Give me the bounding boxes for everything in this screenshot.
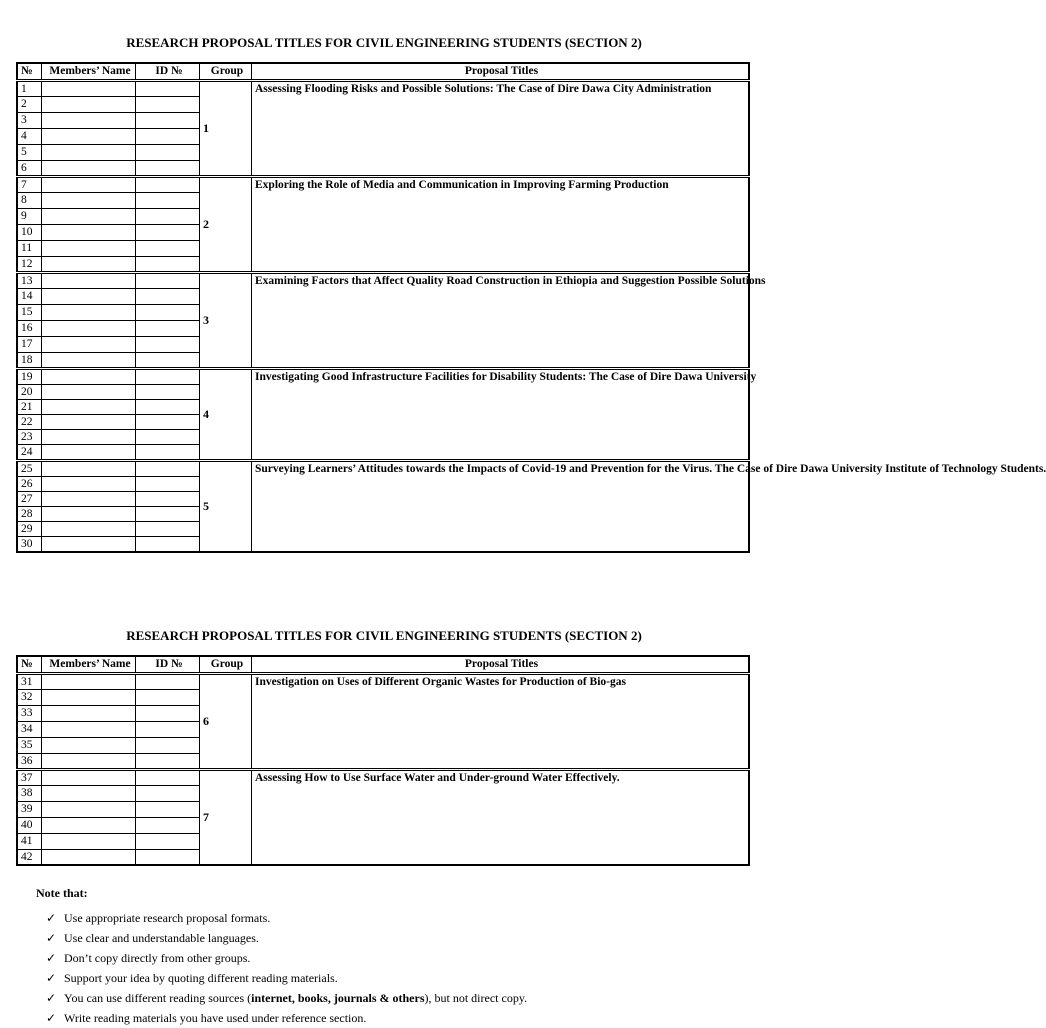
proposal-table-1 <box>16 62 1046 553</box>
group-number: 7 <box>200 769 252 865</box>
group-number: 5 <box>200 460 252 552</box>
check-icon: ✓ <box>46 971 57 985</box>
member-name-cell[interactable] <box>42 737 136 753</box>
group-number: 4 <box>200 368 252 460</box>
row-number: 33 <box>17 705 42 721</box>
note-item-text-bold: internet, books, journals & others <box>251 991 425 1005</box>
row-number: 39 <box>17 801 42 817</box>
row-number: 41 <box>17 833 42 849</box>
member-name-cell[interactable] <box>42 817 136 833</box>
note-item <box>46 928 527 948</box>
member-name-cell[interactable] <box>42 224 136 240</box>
member-id-cell[interactable] <box>136 128 200 144</box>
row-number: 28 <box>17 506 42 521</box>
member-id-cell[interactable] <box>136 144 200 160</box>
row-number: 4 <box>17 128 42 144</box>
member-id-cell[interactable] <box>136 849 200 865</box>
check-icon: ✓ <box>46 931 57 945</box>
row-number: 42 <box>17 849 42 865</box>
row-number: 9 <box>17 208 42 224</box>
member-id-cell[interactable] <box>136 272 200 288</box>
member-id-cell[interactable] <box>136 785 200 801</box>
proposal-title: Investigating Good Infrastructure Facilities for Disability Students: The Case of Dire Dawa University <box>252 368 750 460</box>
note-heading: Note that: <box>36 886 88 900</box>
member-id-cell[interactable] <box>136 176 200 192</box>
member-id-cell[interactable] <box>136 817 200 833</box>
member-id-cell[interactable] <box>136 160 200 176</box>
header-id: ID № <box>136 656 200 673</box>
member-name-cell[interactable] <box>42 336 136 352</box>
row-number: 18 <box>17 352 42 368</box>
table-row <box>17 368 749 384</box>
member-name-cell[interactable] <box>42 144 136 160</box>
member-name-cell[interactable] <box>42 414 136 429</box>
member-name-cell[interactable] <box>42 429 136 444</box>
member-id-cell[interactable] <box>136 336 200 352</box>
note-item <box>46 968 527 988</box>
member-id-cell[interactable] <box>136 673 200 689</box>
member-name-cell[interactable] <box>42 491 136 506</box>
member-name-cell[interactable] <box>42 256 136 272</box>
row-number: 1 <box>17 80 42 96</box>
member-id-cell[interactable] <box>136 833 200 849</box>
proposal-title: Investigation on Uses of Different Organic Wastes for Production of Bio-gas <box>252 673 750 769</box>
header-no: № <box>17 656 42 673</box>
member-name-cell[interactable] <box>42 240 136 256</box>
member-id-cell[interactable] <box>136 753 200 769</box>
member-id-cell[interactable] <box>136 96 200 112</box>
member-id-cell[interactable] <box>136 721 200 737</box>
member-name-cell[interactable] <box>42 320 136 336</box>
row-number: 34 <box>17 721 42 737</box>
table-row <box>17 769 749 785</box>
row-number: 31 <box>17 673 42 689</box>
member-name-cell[interactable] <box>42 272 136 288</box>
member-id-cell[interactable] <box>136 444 200 460</box>
row-number: 5 <box>17 144 42 160</box>
row-number: 23 <box>17 429 42 444</box>
note-item <box>46 908 527 928</box>
member-id-cell[interactable] <box>136 224 200 240</box>
row-number: 24 <box>17 444 42 460</box>
group-number: 3 <box>200 272 252 368</box>
proposal-title: Surveying Learners’ Attitudes towards the Impacts of Covid-19 and Prevention for the Virus. The Case of Dire Dawa University Institute of Technology Students. <box>252 460 750 552</box>
check-icon: ✓ <box>46 911 57 925</box>
member-name-cell[interactable] <box>42 192 136 208</box>
proposal-title: Examining Factors that Affect Quality Road Construction in Ethiopia and Suggestion Possible Solutions <box>252 272 750 368</box>
group-number: 6 <box>200 673 252 769</box>
table-row <box>17 272 749 288</box>
check-icon: ✓ <box>46 1011 57 1025</box>
header-members-name: Members’ Name <box>42 656 136 673</box>
proposal-title: Assessing Flooding Risks and Possible Solutions: The Case of Dire Dawa City Administration <box>252 80 750 176</box>
header-row <box>17 656 749 673</box>
member-name-cell[interactable] <box>42 753 136 769</box>
member-id-cell[interactable] <box>136 208 200 224</box>
header-id: ID № <box>136 63 200 80</box>
group-number: 1 <box>200 80 252 176</box>
row-number: 36 <box>17 753 42 769</box>
member-id-cell[interactable] <box>136 536 200 552</box>
member-name-cell[interactable] <box>42 444 136 460</box>
member-name-cell[interactable] <box>42 506 136 521</box>
header-members-name: Members’ Name <box>42 63 136 80</box>
proposal-title: Exploring the Role of Media and Communication in Improving Farming Production <box>252 176 750 272</box>
header-no: № <box>17 63 42 80</box>
note-list <box>46 908 527 1028</box>
member-id-cell[interactable] <box>136 414 200 429</box>
member-name-cell[interactable] <box>42 673 136 689</box>
member-name-cell[interactable] <box>42 801 136 817</box>
member-id-cell[interactable] <box>136 521 200 536</box>
row-number: 22 <box>17 414 42 429</box>
note-item-text: Use appropriate research proposal formats. <box>64 911 271 925</box>
member-id-cell[interactable] <box>136 460 200 476</box>
row-number: 40 <box>17 817 42 833</box>
document-title-1: RESEARCH PROPOSAL TITLES FOR CIVIL ENGINEERING STUDENTS (SECTION 2) <box>126 35 642 50</box>
member-id-cell[interactable] <box>136 801 200 817</box>
row-number: 15 <box>17 304 42 320</box>
member-id-cell[interactable] <box>136 705 200 721</box>
member-id-cell[interactable] <box>136 769 200 785</box>
row-number: 10 <box>17 224 42 240</box>
member-id-cell[interactable] <box>136 256 200 272</box>
member-id-cell[interactable] <box>136 352 200 368</box>
member-name-cell[interactable] <box>42 128 136 144</box>
row-number: 14 <box>17 288 42 304</box>
member-id-cell[interactable] <box>136 288 200 304</box>
member-name-cell[interactable] <box>42 160 136 176</box>
table-row <box>17 460 749 476</box>
row-number: 6 <box>17 160 42 176</box>
note-item <box>46 1008 527 1028</box>
check-icon: ✓ <box>46 991 57 1005</box>
header-group: Group <box>200 656 252 673</box>
member-name-cell[interactable] <box>42 80 136 96</box>
member-name-cell[interactable] <box>42 352 136 368</box>
member-name-cell[interactable] <box>42 833 136 849</box>
member-id-cell[interactable] <box>136 476 200 491</box>
member-id-cell[interactable] <box>136 320 200 336</box>
row-number: 30 <box>17 536 42 552</box>
note-item-text: Support your idea by quoting different reading materials. <box>64 971 338 985</box>
row-number: 13 <box>17 272 42 288</box>
row-number: 29 <box>17 521 42 536</box>
member-name-cell[interactable] <box>42 176 136 192</box>
member-name-cell[interactable] <box>42 521 136 536</box>
note-item-text: Write reading materials you have used under reference section. <box>64 1011 367 1025</box>
member-id-cell[interactable] <box>136 737 200 753</box>
member-name-cell[interactable] <box>42 849 136 865</box>
member-name-cell[interactable] <box>42 399 136 414</box>
row-number: 32 <box>17 689 42 705</box>
member-name-cell[interactable] <box>42 288 136 304</box>
member-name-cell[interactable] <box>42 384 136 399</box>
member-id-cell[interactable] <box>136 240 200 256</box>
row-number: 35 <box>17 737 42 753</box>
member-name-cell[interactable] <box>42 769 136 785</box>
table-row <box>17 80 749 96</box>
member-id-cell[interactable] <box>136 368 200 384</box>
header-group: Group <box>200 63 252 80</box>
member-id-cell[interactable] <box>136 384 200 399</box>
member-name-cell[interactable] <box>42 785 136 801</box>
table-row <box>17 673 749 689</box>
row-number: 19 <box>17 368 42 384</box>
member-name-cell[interactable] <box>42 705 136 721</box>
member-name-cell[interactable] <box>42 536 136 552</box>
header-proposal-titles: Proposal Titles <box>252 63 750 80</box>
header-row <box>17 63 749 80</box>
row-number: 25 <box>17 460 42 476</box>
header-proposal-titles: Proposal Titles <box>252 656 750 673</box>
member-id-cell[interactable] <box>136 429 200 444</box>
row-number: 17 <box>17 336 42 352</box>
row-number: 20 <box>17 384 42 399</box>
note-item-text-post: ), but not direct copy. <box>424 991 528 1005</box>
proposal-title: Assessing How to Use Surface Water and Under-ground Water Effectively. <box>252 769 750 865</box>
member-name-cell[interactable] <box>42 721 136 737</box>
member-name-cell[interactable] <box>42 368 136 384</box>
document-title-2: RESEARCH PROPOSAL TITLES FOR CIVIL ENGINEERING STUDENTS (SECTION 2) <box>126 628 642 643</box>
row-number: 12 <box>17 256 42 272</box>
member-id-cell[interactable] <box>136 80 200 96</box>
member-id-cell[interactable] <box>136 192 200 208</box>
note-item <box>46 988 527 1008</box>
row-number: 27 <box>17 491 42 506</box>
member-name-cell[interactable] <box>42 460 136 476</box>
member-id-cell[interactable] <box>136 304 200 320</box>
row-number: 3 <box>17 112 42 128</box>
note-item <box>46 948 527 968</box>
note-item-text-pre: You can use different reading sources ( <box>64 991 252 1005</box>
member-id-cell[interactable] <box>136 491 200 506</box>
row-number: 8 <box>17 192 42 208</box>
row-number: 21 <box>17 399 42 414</box>
member-id-cell[interactable] <box>136 689 200 705</box>
member-name-cell[interactable] <box>42 96 136 112</box>
member-id-cell[interactable] <box>136 399 200 414</box>
row-number: 26 <box>17 476 42 491</box>
table-row <box>17 176 749 192</box>
proposal-table-2 <box>16 655 750 866</box>
note-item-text: Use clear and understandable languages. <box>64 931 259 945</box>
row-number: 7 <box>17 176 42 192</box>
check-icon: ✓ <box>46 951 57 965</box>
group-number: 2 <box>200 176 252 272</box>
row-number: 37 <box>17 769 42 785</box>
row-number: 11 <box>17 240 42 256</box>
member-id-cell[interactable] <box>136 506 200 521</box>
member-id-cell[interactable] <box>136 112 200 128</box>
member-name-cell[interactable] <box>42 689 136 705</box>
member-name-cell[interactable] <box>42 476 136 491</box>
row-number: 38 <box>17 785 42 801</box>
member-name-cell[interactable] <box>42 208 136 224</box>
member-name-cell[interactable] <box>42 304 136 320</box>
member-name-cell[interactable] <box>42 112 136 128</box>
row-number: 16 <box>17 320 42 336</box>
row-number: 2 <box>17 96 42 112</box>
note-item-text: Don’t copy directly from other groups. <box>64 951 251 965</box>
